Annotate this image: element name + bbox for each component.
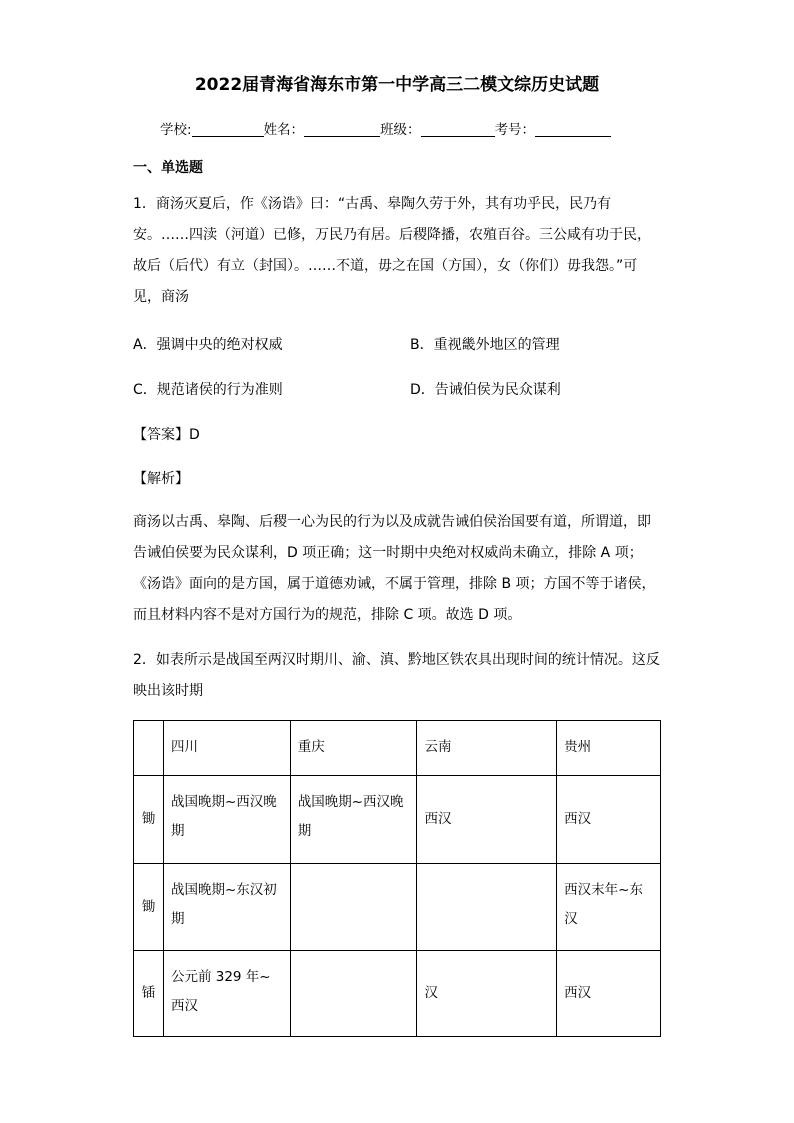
section-title: 一、单选题 xyxy=(133,160,203,176)
table-row-header: 锸 xyxy=(134,951,164,1037)
table-cell: 西汉末年~东汉 xyxy=(557,864,661,951)
question-1-line: 安。……四渎（河道）已修，万民乃有居。后稷降播，农殖百谷。三公咸有功于民， xyxy=(133,227,651,243)
table-header-cell: 四川 xyxy=(163,721,290,776)
option-c: C．规范诸侯的行为准则 xyxy=(133,382,283,398)
analysis-line: 告诫伯侯要为民众谋利，D 项正确；这一时期中央绝对权威尚未确立，排除 A 项； xyxy=(133,545,643,561)
student-info-line xyxy=(160,118,611,138)
table-cell: 西汉 xyxy=(557,776,661,864)
table-row xyxy=(134,864,661,951)
table-row-header: 锄 xyxy=(134,776,164,864)
school-blank[interactable] xyxy=(192,122,264,137)
exam-no-blank[interactable] xyxy=(535,122,611,137)
table-header-cell xyxy=(134,721,164,776)
table-row xyxy=(134,776,661,864)
analysis-label: 【解析】 xyxy=(133,471,189,487)
class-label: 班级： xyxy=(380,122,421,138)
question-2-line: 映出该时期 xyxy=(133,683,203,699)
table-cell xyxy=(290,951,417,1037)
table-header-cell: 贵州 xyxy=(557,721,661,776)
analysis-body xyxy=(133,507,663,631)
analysis-line: 《汤诰》面向的是方国，属于道德劝诫，不属于管理，排除 B 项；方国不等于诸侯， xyxy=(133,576,656,592)
name-blank[interactable] xyxy=(304,122,380,137)
school-label: 学校: xyxy=(160,122,192,138)
table-cell: 西汉 xyxy=(557,951,661,1037)
table-cell: 战国晚期~东汉初期 xyxy=(163,864,290,951)
option-b: B．重视畿外地区的管理 xyxy=(410,337,560,353)
table-header-cell: 云南 xyxy=(417,721,557,776)
class-blank[interactable] xyxy=(421,122,495,137)
table-header-row xyxy=(134,721,661,776)
option-d: D．告诫伯侯为民众谋利 xyxy=(410,382,561,398)
table-cell: 战国晚期~西汉晚期 xyxy=(290,776,417,864)
option-a: A．强调中央的绝对权威 xyxy=(133,337,283,353)
answer-label: 【答案】D xyxy=(133,427,200,443)
iron-tools-table xyxy=(133,720,661,1037)
question-1-line: 故后（后代）有立（封国）。……不道，毋之在国（方国），女（你们）毋我怨。”可 xyxy=(133,258,638,274)
analysis-line: 而且材料内容不是对方国行为的规范，排除 C 项。故选 D 项。 xyxy=(133,607,522,623)
question-1-stem xyxy=(133,189,663,313)
table-row-header: 锄 xyxy=(134,864,164,951)
table-row xyxy=(134,951,661,1037)
analysis-line: 商汤以古禹、皋陶、后稷一心为民的行为以及成就告诫伯侯治国要有道，所谓道，即 xyxy=(133,514,651,530)
exam-no-label: 考号： xyxy=(494,122,536,138)
table-cell: 汉 xyxy=(417,951,557,1037)
question-1-line: 见，商汤 xyxy=(133,289,189,305)
table-cell: 战国晚期~西汉晚期 xyxy=(163,776,290,864)
table-cell xyxy=(417,864,557,951)
table-header-cell: 重庆 xyxy=(290,721,417,776)
question-2-line: 2．如表所示是战国至两汉时期川、渝、滇、黔地区铁农具出现时间的统计情况。这反 xyxy=(133,652,660,668)
page-title: 2022届青海省海东市第一中学高三二模文综历史试题 xyxy=(194,75,600,95)
table-cell: 公元前 329 年~西汉 xyxy=(163,951,290,1037)
table-cell xyxy=(290,864,417,951)
question-1-line: 1．商汤灭夏后，作《汤诰》曰：“古禹、皋陶久劳于外，其有功乎民，民乃有 xyxy=(133,196,612,212)
table-cell: 西汉 xyxy=(417,776,557,864)
question-2-stem xyxy=(133,645,663,707)
name-label: 姓名： xyxy=(263,122,305,138)
